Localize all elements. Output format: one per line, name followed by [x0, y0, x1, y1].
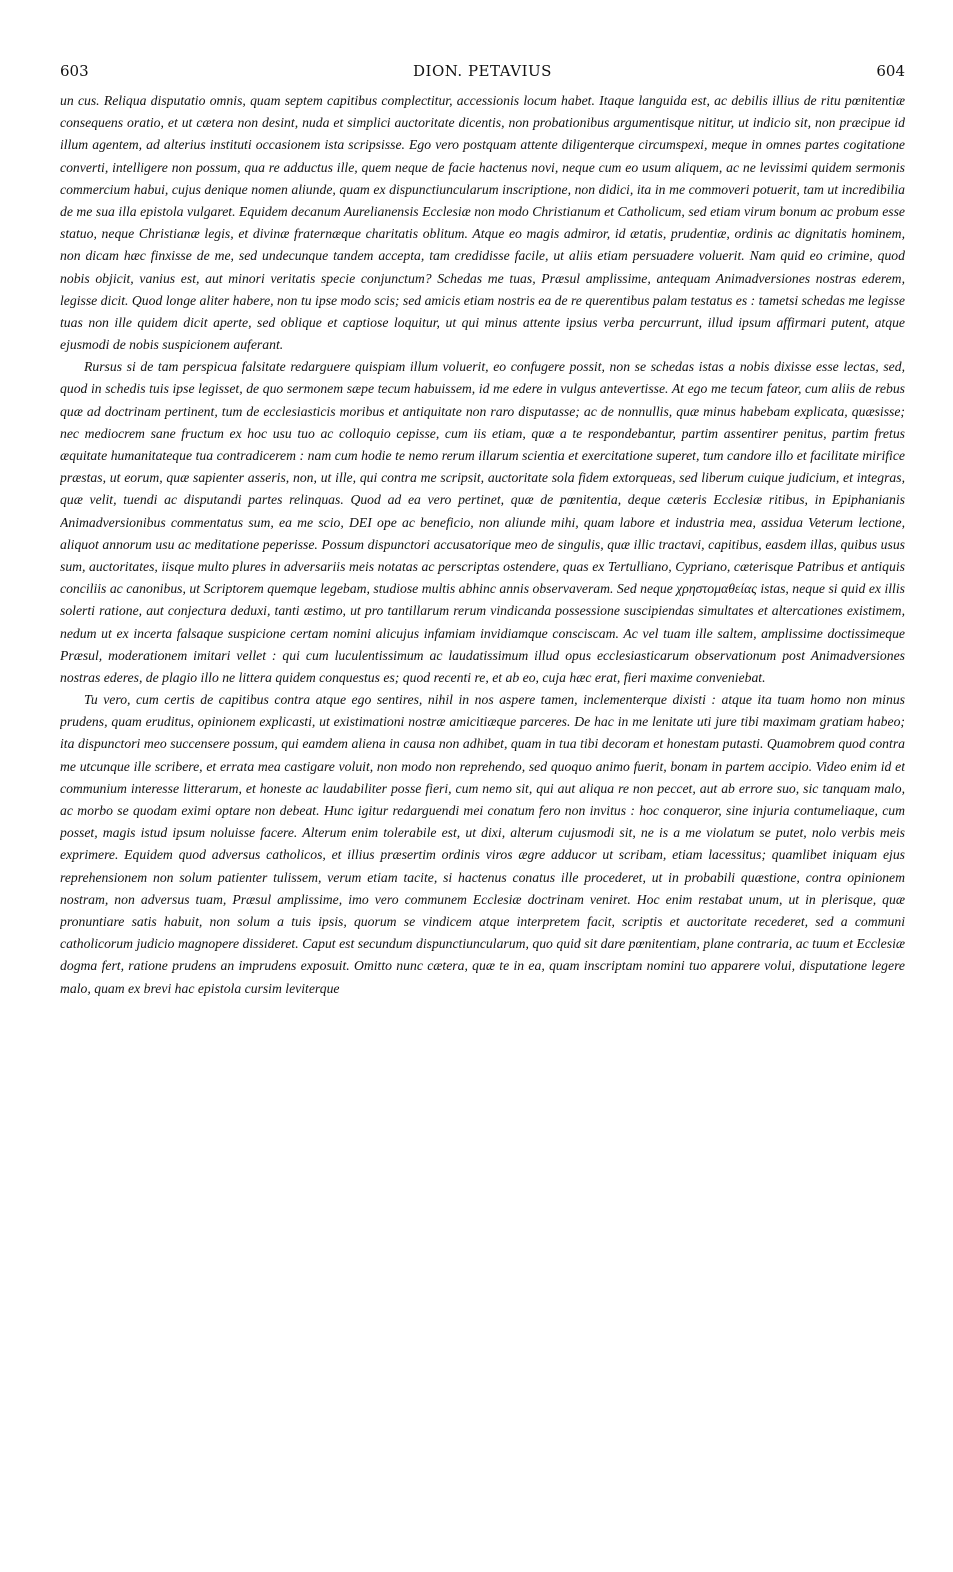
paragraph: Rursus si de tam perspicua falsitate redarguere quispiam illum voluerit, eo confugere possit, non se schedas istas a nobis dixisse esse lectas, sed, quod in schedis tuis ipse legisset, de quo sermonem sæpe tecum habuissem, id me edere in vulgus antevertisse. At ego me tecum fateor, cum aliis de rebus quæ ad doctrinam pertinent, tum de ecclesiasticis moribus et antiquitate non raro disputasse; ac de nonnullis, quæ minus habebam explicata, quæsisse; nec mediocrem sane fructum ex hoc usu tuo ac colloquio cepisse, cum iis etiam, quæ a te respondebantur, partim assentirer penitus, partim fretus æquitate humanitateque tua contradicerem : nam cum hodie te nemo rerum illarum scientia et exercitatione superet, tum candore illo et facilitate mirifice præstas, ut eorum, quæ sapienter asseris, non, ut ille, qui contra me scripsit, auctoritate sola fidem extorqueas, sed liberum cuique judicium, et integras, quæ velit, tuendi ac disputandi partes relinquas. Quod ad ea vero pertinet, quæ de pœnitentia, deque cæteris Ecclesiæ ritibus, in Epiphanianis Animadversionibus commentatus sum, ea me scio, DEI ope ac beneficio, non aliunde mihi, quam labore et industria mea, assidua Veterum lectione, aliquot annorum usu ac meditatione peperisse. Possum dispunctori accusatorique meo de singulis, quæ illic tractavi, capitibus, easdem illas, quibus usus sum, auctoritates, iisque multo plures in adversariis meis notatas ac perscriptas ostendere, quas ex Tertulliano, Cypriano, cæterisque Patribus et antiquis conciliis ac canonibus, ut Scriptorem quemque legebam, studiose multis abhinc annis observaveram. Sed neque χρηστομαθείας istas, neque si quid ex illis solerti ratione, aut conjectura deduxi, tanti æstimo, ut pro tantillarum rerum vindicanda possessione suscipiendas simultates et altercationes existimem, nedum ut ex incerta falsaque suspicione certam nomini alicujus infamiam invidiamque consciscam. Ac vel tuam ille saltem, amplissime doctissimeque Præsul, moderationem imitari vellet : qui cum luculentissimum ac laudatissimum illud opus ecclesiasticarum observationum post Animadversiones nostras ederes, de plagio illo ne littera quidem conquestus es; quod recenti re, et ab eo, cuja hæc erat, fieri maxime conveniebat. — [60, 359, 905, 685]
body-text — [60, 90, 905, 1480]
page-number-right: 604 — [876, 62, 905, 80]
paragraph: Tu vero, cum certis de capitibus contra atque ego sentires, nihil in nos aspere tamen, inclementerque dixisti : atque ita tuam homo non minus prudens, quam eruditus, opinionem explicasti, ut existimationi nostræ amicitiæque parceres. De hac in me lenitate uti jure tibi maximam gratiam habeo; ita dispunctori meo succensere possum, qui eamdem aliena in causa non adhibet, quam in tua tibi decoram et honestam putasti. Quamobrem quod contra me utcunque ille scribere, et errata mea castigare voluit, non modo non reprehendo, sed quoquo animo fuerit, bonam in partem accipio. Video enim id et communium interesse litterarum, et honeste ac laudabiliter posse fieri, cum nemo sit, qui aut aliqua re non peccet, aut ab errore suo, sic tanquam malo, ac morbo se quodam eximi optare non debeat. Hunc igitur redarguendi mei conatum fero non invitus : hoc conqueror, sine injuria contumeliaque, cum posset, magis istud ipsum noluisse facere. Alterum enim tolerabile est, ut dixi, alterum cujusmodi sit, ne is a me violatum se putet, nolo verbis meis exprimere. Equidem quod adversus catholicos, et illius præsertim ordinis viros ægre adducor ut scribam, etiam lacessitus; quamlibet iniquam ejus reprehensionem non solum patienter tulissem, verum etiam tacite, si hactenus conatus ille procederet, ut in probabili quæstione, contra opinionem nostram, non adversus tuam, Præsul amplissime, imo vero communem Ecclesiæ doctrinam veniret. Hoc enim restabat unum, ut in plerisque, quæ pronuntiare satis habuit, non solum a tuis ipsis, quorum se vindicem atque interpretem facit, scriptis et auctoritate recederet, sed a communi catholicorum judicio magnopere dissideret. Caput est secundum dispunctiuncularum, quo quid sit dare pœnitentiam, plane contraria, ac tuum et Ecclesiæ dogma fert, ratione prudens an imprudens exposuit. Omitto nunc cætera, quæ te in ea, quam inscriptam nomini tuo apparere volui, disputatione legere malo, quam ex brevi hac epistola cursim leviterque — [60, 692, 905, 996]
page-number-left: 603 — [60, 62, 89, 80]
running-header — [60, 62, 905, 86]
running-title: DION. PETAVIUS — [413, 62, 552, 80]
paragraph: un cus. Reliqua disputatio omnis, quam septem capitibus complectitur, accessionis locum habet. Itaque languida est, ac debilis illius de ritu pœnitentiæ consequens oratio, et ut cætera non desint, nuda et simplici auctoritate dicentis, non probationibus argumentisque nititur, ut indicio sit, non præcipue id illum agentem, ad alterius instituti occasionem ista scripsisse. Ego vero postquam attente diligenterque circumspexi, meque in omnes partes cogitatione converti, intelligere non possum, qua re adductus ille, quem neque de facie hactenus novi, neque cum eo usum aliquem, ac ne levissimi quidem sermonis commercium habui, cujus denique nomen aliunde, quam ex dispunctiuncularum inscriptione, non didici, ita in me commoveri potuerit, tam ut incredibilia de me sua illa epistola vulgaret. Equidem decanum Aurelianensis Ecclesiæ non modo Christianum et Catholicum, sed etiam virum bonum ac probum esse statuo, neque Christianæ legis, et divinæ fraternæque charitatis oblitum. Atque eo magis admiror, id ætatis, prudentiæ, ordinis ac dignitatis hominem, non dicam hæc finxisse de me, sed undecunque tandem accepta, tam credidisse facile, ut aliis etiam persuadere voluerit. Nam quid eo crimine, quod nobis objicit, vanius est, aut minori veritatis specie conjunctum? Schedas me tuas, Præsul amplissime, antequam Animadversiones nostras ederem, legisse dicit. Quod longe aliter habere, non tu ipse modo scis; sed amicis etiam nostris ea de re querentibus palam testatus es : tametsi schedas me legisse tuas non ille quidem dicit aperte, sed oblique et captiose loquitur, ut qui minus attente ipsius verba percurrunt, illud ipsum affirmari putent, atque ejusmodi de nobis suspicionem auferant. — [60, 93, 905, 353]
